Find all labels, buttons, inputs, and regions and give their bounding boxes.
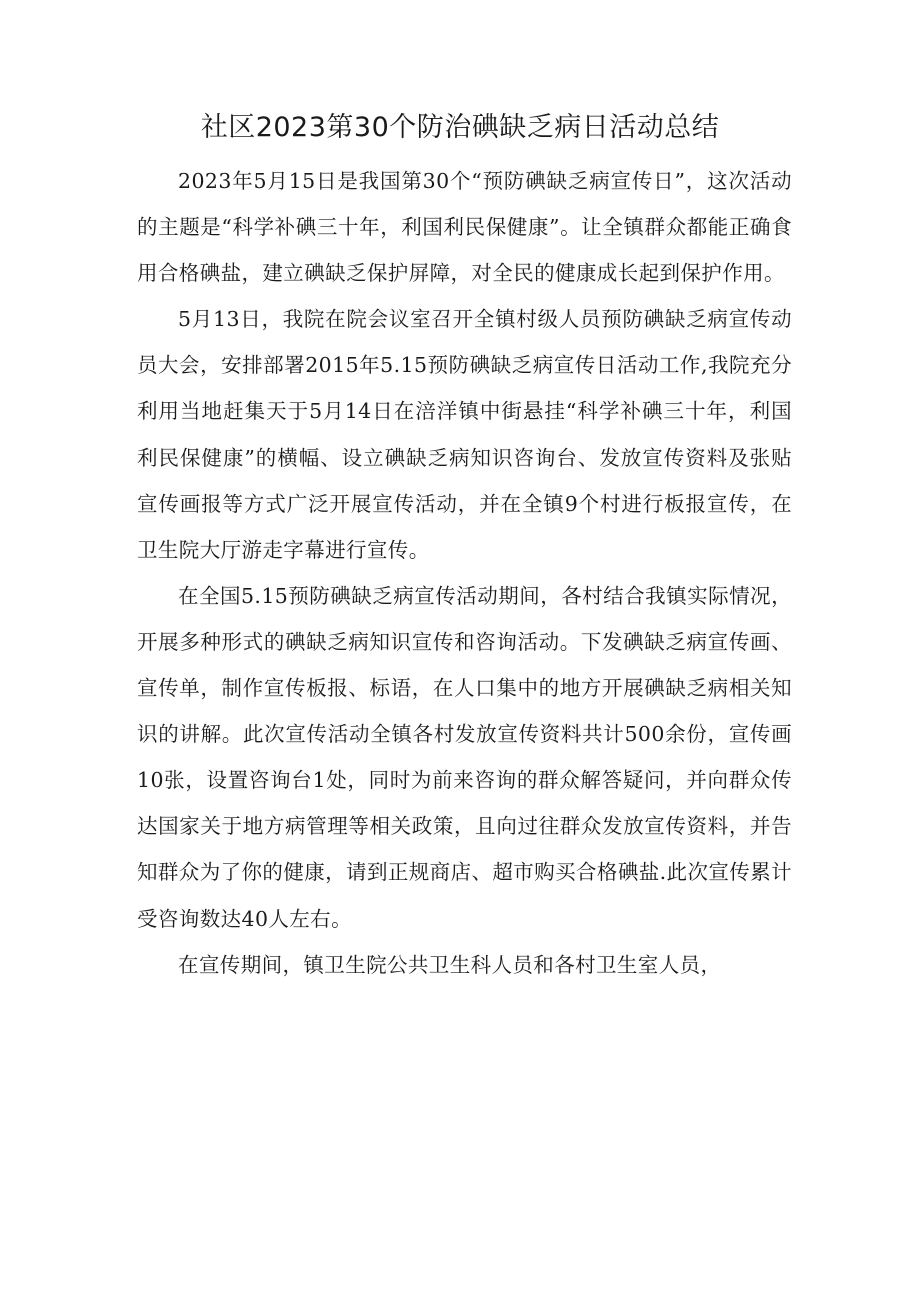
document-title: 社区2023第30个防治碘缺乏病日活动总结 bbox=[200, 112, 720, 143]
paragraph-intro: 2023年5月15日是我国第30个“预防碘缺乏病宣传日”，这次活动的主题是“科学补碘三十年，利国利民保健康”。让全镇群众都能正确食用合格碘盐，建立碘缺乏保护屏障，对全民的健康成长起到保护作用。 bbox=[137, 169, 792, 286]
paragraph-activities: 在全国5.15预防碘缺乏病宣传活动期间，各村结合我镇实际情况，开展多种形式的碘缺乏病知识宣传和咨询活动。下发碘缺乏病宣传画、宣传单，制作宣传板报、标语，在人口集中的地方开展碘缺乏病相关知识的讲解。此次宣传活动全镇各村发放宣传资料共计500余份，宣传画10张，设置咨询台1处，同时为前来咨询的群众解答疑问，并向群众传达国家关于地方病管理等相关政策，且向过往群众发放宣传资料，并告知群众为了你的健康，请到正规商店、超市购买合格碘盐.此次宣传累计受咨询数达40人左右。 bbox=[137, 583, 792, 931]
paragraph-mobilization: 5月13日，我院在院会议室召开全镇村级人员预防碘缺乏病宣传动员大会，安排部署2015年5.15预防碘缺乏病宣传日活动工作,我院充分利用当地赶集天于5月14日在涪洋镇中街悬挂“科学补碘三十年，利国利民保健康”的横幅、设立碘缺乏病知识咨询台、发放宣传资料及张贴宣传画报等方式广泛开展宣传活动，并在全镇9个村进行板报宣传，在卫生院大厅游走字幕进行宣传。 bbox=[137, 307, 792, 562]
paragraph-staff: 在宣传期间，镇卫生院公共卫生科人员和各村卫生室人员， bbox=[178, 952, 722, 977]
document-body bbox=[137, 158, 792, 988]
